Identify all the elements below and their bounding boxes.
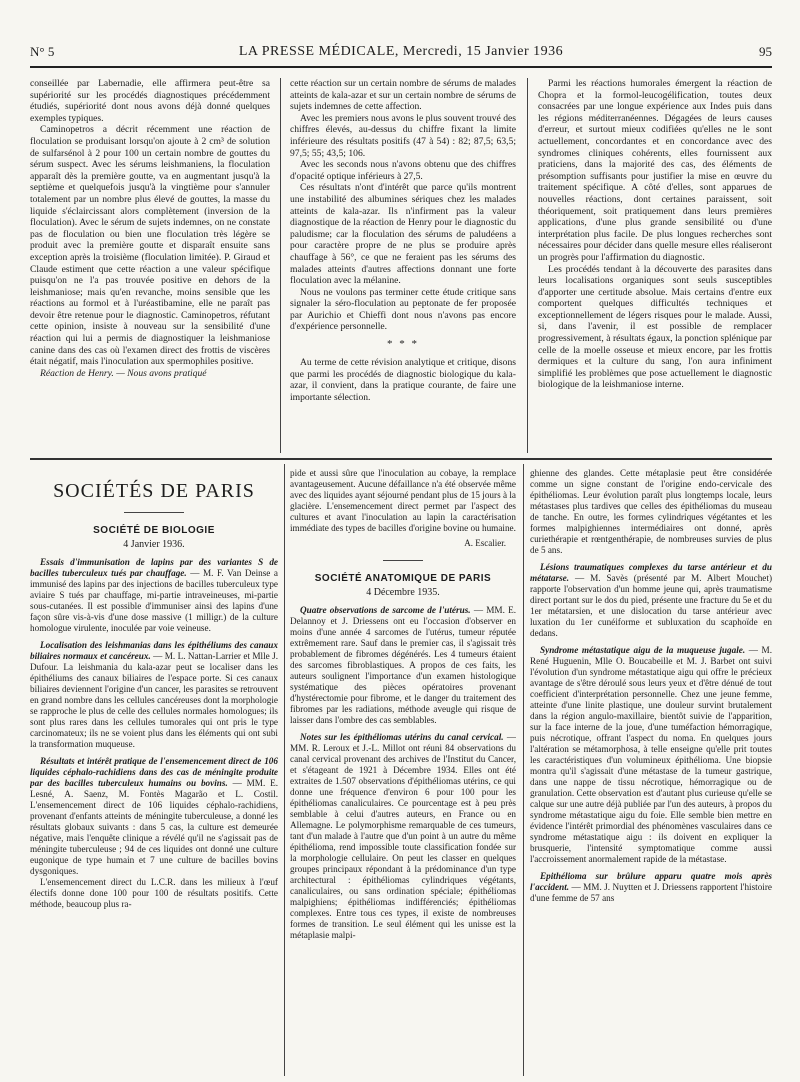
article <box>530 871 772 904</box>
paragraph: Les procédés tendant à la découverte des parasites dans leurs localisations organiques sont seuls susceptibles d'apporter une certitude absolue. Mais certains d'entre eux comportent quelques difficultés techniques et exceptionnellement de légers risques pour le malade. Aussi, si, dans l'avenir, il est possible de remplacer progressivement, à résultats égaux, la ponction splénique par celle de la moelle osseuse et mieux encore, par les frottis dermiques et la culture du sang, l'on aura infiniment simplifié les problèmes que pose actuellement le diagnostic biologique de la leishmaniose interne. <box>538 263 772 391</box>
journal-title <box>30 44 772 60</box>
article <box>30 756 278 877</box>
column-divider <box>523 464 524 1076</box>
article <box>30 557 278 634</box>
article-body: — M. Savès (présenté par M. Albert Mouchet) rapporte l'observation d'un homme jeune qui, après traumatisme direct portant sur le dos du pied, présente une fracture du 5e et du 1er métatarsien, et une dislocation du tarse antérieur avec luxation du 1er cunéiforme et subluxation du scaphoïde en dedans. <box>530 573 772 638</box>
section-rule <box>30 458 772 460</box>
article <box>530 645 772 865</box>
article <box>290 605 516 726</box>
article-body: — M. L. Nattan-Larrier et Mlle J. Dufour. La leishmania du kala-azar peut se localiser dans les épithéliums des canaux biliaires de l'espace porte. Si ces canaux biliaires deviennent l'origine d'un cancer, les parasites se retrouvent en grand nombre dans les cellules cancéreuses dont la morphologie se rapproche le plus de celle des cellules normales homologues; ils sont plus rares dans les cellules tumorales qui ont pris le type carcinomateux; ils ne se voient plus dans les éléments qui ont subi la transformation muqueuse. <box>30 650 278 749</box>
article <box>290 732 516 941</box>
article-body: — MM. J. Nuytten et J. Driessens rapportent l'histoire d'une femme de 57 ans <box>530 882 772 903</box>
society-date: 4 Janvier 1936. <box>123 539 185 551</box>
article-body: — M. F. Van Deinse a immunisé des lapins par des injections de bacilles tuberculeux type aviaire S tués par chauffage, mi-partie intraveineuses, mi-partie sous-cutanées. Il est possible d'immuniser ainsi des lapins d'une façon sûre vis-à-vis d'une dose massive (1 milligr.) de la culture homologue virulente, inoculée par voie veineuse. <box>30 567 278 633</box>
bottom-column-3 <box>530 468 772 1078</box>
issue-date: Mercredi, 15 Janvier 1936 <box>402 44 564 59</box>
title-rule <box>383 560 423 561</box>
article-title: Essais d'immunisation de lapins par des variantes S de bacilles tuberculeux tués par chauffage. <box>30 556 278 578</box>
top-column-2 <box>290 78 516 458</box>
article <box>30 640 278 750</box>
article-body: — MM. E. Lesné, A. Saenz, M. Fontès Magarão et L. Costil. L'ensemencement direct de 106 liquides céphalo-rachidiens, provenant d'enfants atteints de méningite tuberculeuse, a donné les résultats globaux suivants : dans 5 cas, la culture est demeurée négative, mais l'enquête clinique a révélé qu'il ne s'agissait pas de méningite tuberculeuse ; 94 de ces liquides ont donné une culture eugonique de type humain et 7 une culture de bacilles bovins dysgoniques. <box>30 777 278 876</box>
paragraph: Avec les premiers nous avons le plus souvent trouvé des chiffres élevés, au-dessus du chiffre fixant la limite inférieure des résultats positifs (47 à 54) : 82; 87,5; 63,5; 97,5; 55; 43,5; 106. <box>290 112 516 159</box>
column-divider <box>527 78 528 453</box>
journal-name: LA PRESSE MÉDICALE, <box>238 44 399 59</box>
paragraph: Caminopetros a décrit récemment une réaction de floculation se produisant lorsqu'on ajoute à 2 cm³ de solution de sulfarsénol à 2 pour 100 un certain nombre de gouttes du sérum suspect. Avec les sérums leishmaniens, la floculation apparaît dès la première goutte, va en augmentant jusqu'à la septième et quelquefois jusqu'à la vingtième pour s'annuler totalement par un nombre plus élevé de gouttes, la masse du liquide s'éclaircissant alors complètement (inversion de la floculation). Avec le sérum de sujets indemnes, on ne constate pas de floculation ou bien une floculation très légère se produit avec la première goutte et disparaît ensuite sans exception après la troisième (floculation limitée). P. Giraud et Claude estiment que cette réaction a une valeur spécifique puisqu'on ne l'a pas trouvée positive en dehors de la leishmaniose; mais qu'en revanche, moins sensible que les réactions au formol et à l'uréastibamine, elle ne paraît pas devoir être retenue pour le diagnostic. Caminopetros, réfutant cette opinion, insiste à nouveau sur la sensibilité d'une réaction qui lui a permis de diagnostiquer la leishmaniose canine dans des cas où l'examen direct des frottis de viscères était négatif, mais l'inoculation aux spermophiles positive. <box>30 124 270 368</box>
paragraph: cette réaction sur un certain nombre de sérums de malades atteints de kala-azar et sur un certain nombre de sérums de sujets indemnes de cette affection. <box>290 78 516 113</box>
page-number: 95 <box>759 44 772 59</box>
column-divider <box>280 78 281 453</box>
article-title: Lésions traumatiques complexes du tarse antérieur et du métatarse. <box>530 562 772 583</box>
bottom-column-1 <box>30 468 278 1078</box>
paragraph: Parmi les réactions humorales émergent la réaction de Chopra et la formol-leucogélification, toutes deux consacrées par une longue expérience aux Indes puis dans les régions méditerranéennes. Dégagées de leurs causes d'erreur, et surtout mieux codifiées qu'elles ne le sont actuellement, concordantes et en concordance avec des syndromes cliniques cohérents, elles fournissent aux praticiens, dans la majorité des cas, des éléments de présomption suffisants pour justifier la mise en œuvre du traitement spécifique. A côté d'elles, sont apparues de nouvelles réactions, dont certaines paraissent, soit théoriquement, soit pratiquement dans leurs premières applications, d'une plus grande sensibilité ou d'une interprétation plus facile. De plus longues recherches sont nécessaires pour décider dans quelle mesure elles réaliseront un progrès pour l'affirmation du diagnostic. <box>538 78 772 263</box>
paragraph: Avec les seconds nous n'avons obtenu que des chiffres d'opacité optique inférieurs à 27,5. <box>290 159 516 182</box>
paragraph: Au terme de cette révision analytique et critique, disons que parmi les procédés de diagnostic biologique du kala-azar, il convient, dans la pratique courante, de faire une importante sélection. <box>290 357 516 403</box>
society-name: SOCIÉTÉ DE BIOLOGIE <box>93 524 215 536</box>
article <box>530 562 772 639</box>
society-name: SOCIÉTÉ ANATOMIQUE DE PARIS <box>314 572 492 584</box>
issue-number: N° 5 <box>30 44 55 59</box>
article <box>30 877 278 910</box>
article-title: Epithélioma sur brûlure apparu quatre mois après l'accident. <box>530 871 772 892</box>
article <box>530 468 772 556</box>
article <box>290 468 516 534</box>
bottom-column-2 <box>290 468 516 1078</box>
author-signature: A. Escalier. <box>464 538 506 548</box>
article-body: L'ensemencement direct du L.C.R. dans les milieux à l'œuf électifs donne done 100 pour 100 de résultats positifs. Cette méthode, beaucoup plus ra- <box>30 876 278 909</box>
article-body: — MM. R. Leroux et J.-L. Millot ont réuni 84 observations du canal cervical provenant des archives de l'Institut du Cancer, et s'étageant de 1921 à Décembre 1934. Elles ont été extraites de 1.507 observations d'épithéliomas utérins, ce qui donne une fréquence d'environ 6 pour 100 pour les épithéliomas canaliculaires. Ce pourcentage est à peu près semblable à celui d'autres auteurs, en France ou en Allemagne. Le polymorphisme remarquable de ces tumeurs, tant d'un malade à l'autre que d'un point à un autre du même épithélioma, rend impossible toute classification fondée sur la morphologie cellulaire. On peut les classer en quelques groupes principaux répondant à la prédominance d'un type architectural : épithéliomas cylindriques végétants, canaliculaires, ou sans ordination spéciale; épithéliomas malpighiens; épithéliomas indifférenciés; épithéliomas complexes. Entre tous ces types, il existe de nombreuses formes de transition. Le seul élément qui les unisse est la métaplasie malpi- <box>290 731 516 940</box>
title-rule <box>124 512 184 513</box>
article-title: Syndrome métastatique aigu de la muqueuse jugale. <box>540 645 746 655</box>
article-body: ghienne des glandes. Cette métaplasie peut être considérée comme un signe constant de l'origine endo-cervicale des épithéliomas. Leur évolution paraît plus longtemps locale, leurs métastases plus tardives que celles des épithéliomas du museau de tanche. En outre, les formes cylindriques végétantes et les formes malpighiennes intermédiaires ont donné, après curiethérapie et rœntgenthérapie, de nombreuses survies de plus de 5 ans. <box>530 468 772 555</box>
article-body: — M. René Huguenin, Mlle O. Boucabeille et M. J. Barbet ont suivi l'évolution d'un syndrome métastatique aigu qui offre le précieux avantage de s'être déroulé sous leurs yeux et d'être dénué de tout coefficient d'interprétation personnelle. Chez une jeune femme, atteinte d'une linite plastique, une douleur survint brutalement dans la région angulo-maxillaire, bientôt suivie de l'apparition, sur la face interne de la joue, d'une tuméfaction hémorragique, puis nécrotique, offrant l'aspect du noma. En quelques jours l'altération se métamorphosa, à telle enseigne qu'elle prit toutes les caractéristiques d'un volumineux épithélioma. Une biopsie montra qu'il s'agissait d'une métastase de la tumeur gastrique, dans une nappe de tissu nécrotique, hémorragique ou de granulation. Cette observation est d'autant plus curieuse qu'elle se calque sur une autre déjà publiée par l'un des auteurs, à propos du syndrome métastatique aigu du foie. Elle semble bien mettre en évidence l'intérêt primordial des phénomènes vasculaires dans ce syndrome métastatique aigu : ils doivent en expliquer la brusquerie, l'intensité symptomatique comme aussi l'accroissement anormalement rapide de la métastase. <box>530 645 772 864</box>
top-column-1 <box>30 78 270 398</box>
societes-title: SOCIÉTÉS DE PARIS <box>53 480 255 502</box>
article-title: Notes sur les épithéliomas utérins du canal cervical. <box>300 731 504 742</box>
section-separator-stars: * * * <box>387 338 419 351</box>
page-header <box>30 44 772 68</box>
top-column-3 <box>538 78 772 458</box>
article-body: pide et aussi sûre que l'inoculation au cobaye, la remplace avantageusement. Aucune défaillance n'a été observée même avec des liquides ayant séjourné pendant plus de 15 jours à la glacière. L'ensemencement direct permet par l'aspect des cultures et avant l'inoculation au lapin la caractérisation immédiate des types de bacilles d'origine bovine ou humaine. <box>290 468 516 533</box>
society-date: 4 Décembre 1935. <box>366 587 440 599</box>
article-title: Résultats et intérêt pratique de l'ensemencement direct de 106 liquides céphalo-rachidiens dans des cas de méningite produite par des bacilles tuberculeux humains ou bovins. <box>30 755 278 788</box>
paragraph: Ces résultats n'ont d'intérêt que parce qu'ils montrent une instabilité des albumines sériques chez les malades atteints de kala-azar. Ils n'infirment pas la valeur diagnostique de la réaction de Henry pour le diagnostic du paludisme; car la floculation des sérums de paludéens a pour caractère propre de ne plus se produire après chauffage à 56°, ce que ne feraient pas les sérums des malades atteints d'autres affections donnant une forte floculation avec la mélanine. <box>290 182 516 287</box>
paragraph: Réaction de Henry. — Nous avons pratiqué <box>40 367 207 379</box>
article-body: — MM. E. Delannoy et J. Driessens ont eu l'occasion d'observer en moins d'une année 4 sarcomes de l'utérus, tumeur réputée extrêmement rare. Sauf dans le premier cas, il s'agissait très probablement de fibromes dégénérés. Les 4 tumeurs étaient des sarcomes fibroblastiques. A propos de ces faits, les auteurs soulignent l'importance d'un examen histologique systématique des pièces opératoires provenant d'hystérectomie pour fibrome, et le danger du traitement des fibromes par les radiations, méthode aveugle qui risque de laisser dans l'ombre des cas semblables. <box>290 604 516 725</box>
paragraph: Nous ne voulons pas terminer cette étude critique sans signaler la séro-floculation au peptonate de fer proposée par Aurichio et Chieffi dont nous n'avons pas encore d'expérience personnelle. <box>290 286 516 333</box>
article-title: Quatre observations de sarcome de l'utérus. <box>300 604 471 615</box>
article-title: Localisation des leishmanias dans les épithéliums des canaux biliaires normaux et cancéreux. <box>30 639 278 661</box>
column-divider <box>284 464 285 1076</box>
paragraph: conseillée par Labernadie, elle affirmera peut-être sa supériorité sur les procédés diagnostiques précédemment étudiés, supériorité dont nous avons déjà donné quelques exemples typiques. <box>30 78 270 124</box>
